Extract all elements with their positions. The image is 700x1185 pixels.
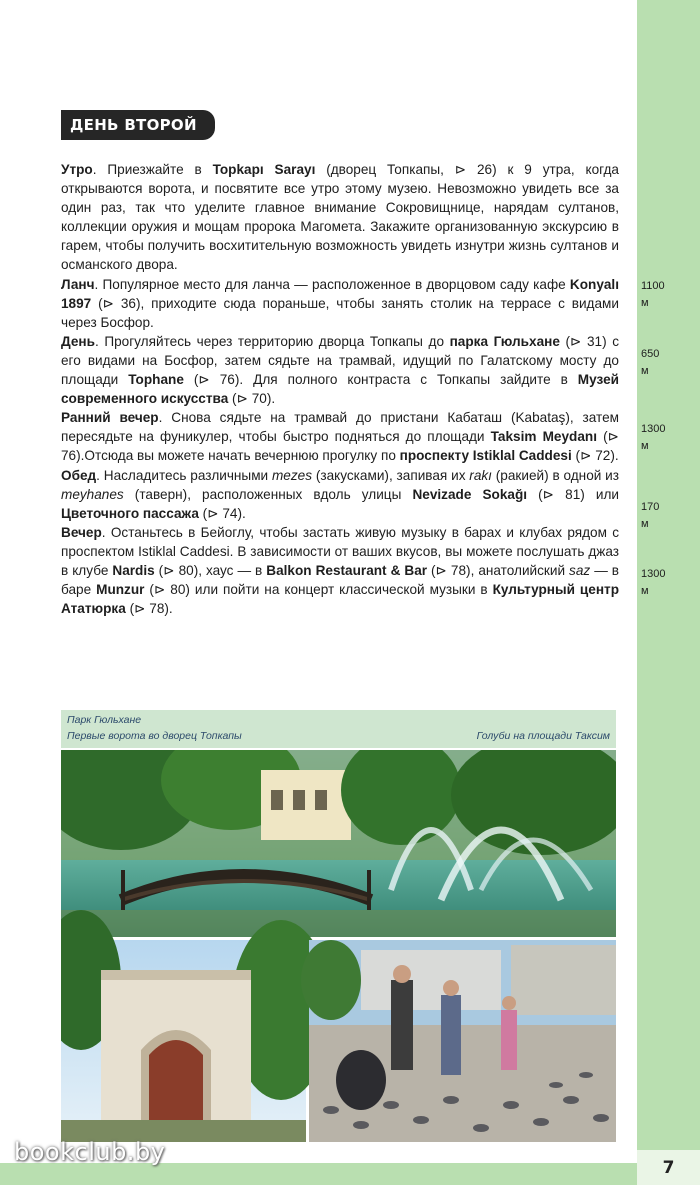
bold-term: парка Гюльхане <box>449 333 560 349</box>
bold-term: Balkon Restaurant & Bar <box>266 562 428 578</box>
paragraph <box>61 332 619 408</box>
text-run: (дворец Топкапы, ⊳ 26) к 9 утра, когда открываются ворота, и посвятите все утро этому музею. Невозможно увидеть все за один раз, так что уделите главное внимание Сокровищнице, нарядам султанов, коллекции оружия и мощам пророка Магомета. Закажите организованную экскурсию в гарем, чтобы получить восхитительную возможность увидеть изнутри жизнь султанов и османского двора. <box>61 162 619 273</box>
text-run: (⊳ 78). <box>125 601 173 617</box>
text-run: (⊳ 36), приходите сюда пораньше, чтобы занять столик на террасе с видами через Босфор. <box>61 295 619 330</box>
photo-taksim-pigeons <box>301 940 616 1142</box>
page-number: 7 <box>637 1150 700 1185</box>
caption-topkapi-gate: Первые ворота во дворец Топкапы <box>67 730 242 742</box>
text-run: (таверн), расположенных вдоль улицы <box>123 486 413 502</box>
italic-term: mezes <box>271 467 313 483</box>
distance-marker: 1300 м <box>641 568 666 597</box>
paragraph-label: Вечер <box>61 524 102 540</box>
text-run: . Насладитесь различными <box>96 467 272 483</box>
text-run: (⊳ 31) с его видами на Босфор, затем сядьте на трамвай, идущий по Галатскому мосту до площади <box>61 333 620 388</box>
caption-gulhane-park: Парк Гюльхане <box>67 714 142 726</box>
bold-term: Taksim Meydanı <box>490 429 597 445</box>
bold-term: Nevizade Sokağı <box>412 486 528 502</box>
text-run: . Приезжайте в <box>92 162 213 177</box>
text-run: (⊳ 80) или пойти на концерт классической музыки в <box>144 582 493 598</box>
bold-term: Tophane <box>128 372 184 388</box>
text-run: — в баре <box>61 562 619 598</box>
text-run: (ракией) в одной из <box>491 467 619 483</box>
paragraph <box>61 408 619 465</box>
paragraph <box>61 160 619 275</box>
text-run: (⊳ 70). <box>228 391 276 407</box>
bold-term: Цветочного пассажа <box>61 505 199 521</box>
distance-marker: 1300 м <box>641 423 666 452</box>
text-run: . Прогуляйтесь через территорию дворца Топкапы до <box>94 333 450 349</box>
bold-term: Музей современного искусства <box>61 372 619 407</box>
itinerary-text <box>61 160 619 618</box>
caption-taksim-pigeons: Голуби на площади Таксим <box>476 730 610 742</box>
bold-term: Nardis <box>112 562 155 578</box>
photo-collage <box>61 750 616 1142</box>
section-heading: ДЕНЬ ВТОРОЙ <box>61 110 215 140</box>
italic-term: meyhanes <box>61 486 124 502</box>
paragraph-label: День <box>61 333 95 349</box>
bold-term: проспекту Istiklal Caddesi <box>399 448 572 464</box>
bold-term: Konyalı 1897 <box>61 276 619 311</box>
distance-marker: 1100 м <box>641 280 665 309</box>
distance-marker: 650 м <box>641 348 660 377</box>
text-run: (⊳ 76).Отсюда вы можете начать вечернюю прогулку по <box>61 429 619 464</box>
paragraph <box>61 523 619 618</box>
bold-term: Культурный центр Ататюрка <box>61 582 619 617</box>
bold-term: Munzur <box>96 582 145 598</box>
photo-topkapi-gate <box>61 910 331 1142</box>
italic-term: rakı <box>469 467 492 483</box>
watermark: bookclub.by <box>14 1138 166 1166</box>
paragraph <box>61 466 619 523</box>
text-run: (⊳ 81) или <box>527 486 620 502</box>
bold-term: Topkapı Sarayı <box>212 162 316 177</box>
paragraph-label: Обед <box>61 467 97 483</box>
italic-term: saz <box>569 562 591 578</box>
photo-caption-bar <box>61 710 616 748</box>
text-run: . Останьтесь в Бейоглу, чтобы застать живую музыку в барах и клубах рядом с проспектом Istiklal Caddesi. В зависимости от ваших вкусов, вы можете послушать джаз в клубе <box>61 524 619 578</box>
paragraph <box>61 275 619 332</box>
paragraph-label: Ранний вечер <box>61 410 159 426</box>
text-run: (закусками), запивая их <box>312 467 470 483</box>
photo-gulhane-park <box>61 750 616 937</box>
text-run: (⊳ 74). <box>198 505 246 521</box>
paragraph-label: Ланч <box>61 276 95 292</box>
text-run: (⊳ 76). Для полного контраста с Топкапы зайдите в <box>183 372 578 388</box>
text-run: (⊳ 78), анатолийский <box>427 562 570 578</box>
text-run: (⊳ 80), хаус — в <box>154 562 267 578</box>
text-run: . Снова сядьте на трамвай до пристани Кабаташ (Kabataş), затем пересядьте на фуникулер, чтобы быстро подняться до площади <box>61 410 620 445</box>
text-run: (⊳ 72). <box>571 448 619 464</box>
text-run: . Популярное место для ланча — расположенное в дворцовом саду кафе <box>94 276 570 292</box>
paragraph-label: Утро <box>61 162 93 177</box>
distance-marker: 170 м <box>641 501 660 530</box>
footer-bar <box>0 1163 637 1185</box>
